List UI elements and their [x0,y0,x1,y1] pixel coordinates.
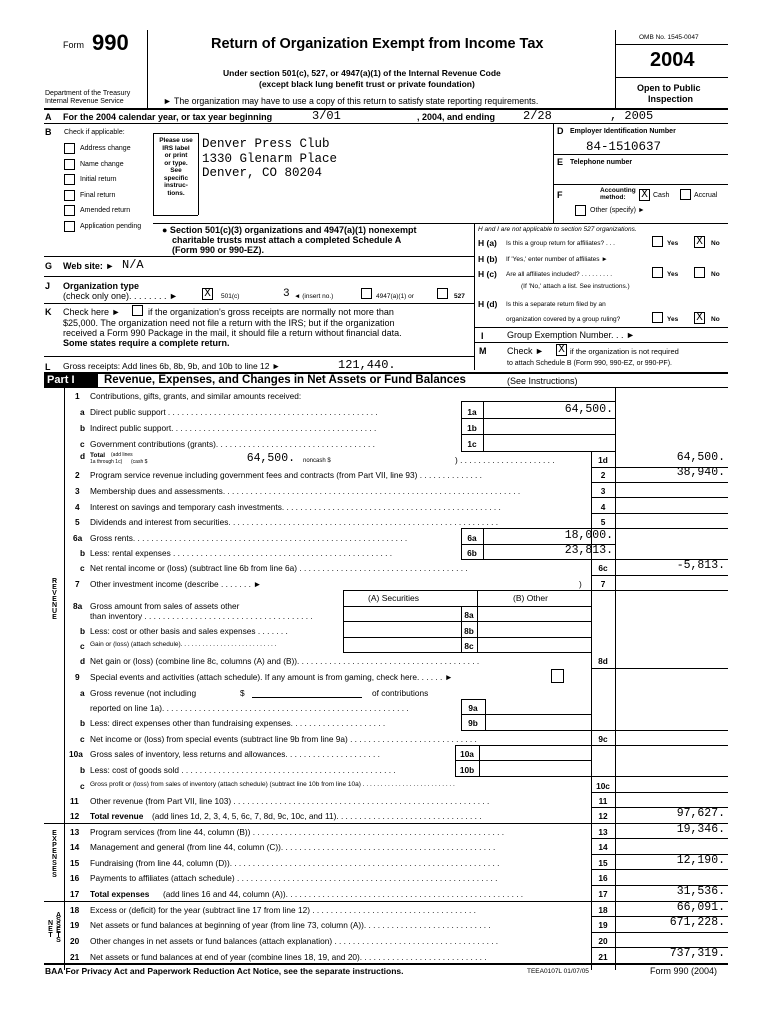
line-6b-value[interactable]: 23,813. [564,544,613,557]
org-type-501c-checkbox[interactable]: X [202,288,213,300]
line-18-text: Excess or (deficit) for the year (subtract line 17 from line 12) . . . . . . . . . . . . . . . . . . . . . . . . . . . . . . . . . . . . [90,905,476,915]
line-6b-box: 6b [467,548,477,558]
ein-title: Employer Identification Number [570,128,676,135]
l-label: L [45,362,51,372]
line-13-value[interactable]: 19,346. [676,823,725,836]
line-8c-box: 8c [464,641,474,651]
form-number: 990 [92,30,129,55]
h-note: H and I are not applicable to section 527 organizations. [478,226,637,233]
line-9c-letter: c [80,734,85,744]
application-pending-checkbox[interactable] [64,221,75,232]
org-type-4947-checkbox[interactable] [361,288,372,299]
line-2-value[interactable]: 38,940. [676,466,725,479]
line-1a-text: Direct public support . . . . . . . . . . . . . . . . . . . . . . . . . . . . . . . . . . . . . . . . . . . . . . [90,407,378,417]
line-7-number: 7 [75,579,80,589]
line-21-text: Net assets or fund balances at end of year (combine lines 18, 19, and 20). . . . . . . . . . . . . . . . . . . . . . . . . . . . [90,952,487,962]
ha-no-checkbox[interactable]: X [694,236,705,248]
line-9a-box: 9a [468,703,478,713]
form-subtitle-2: (except black lung benefit trust or private foundation) [259,79,475,89]
irs-name: Internal Revenue Service [45,98,124,105]
note-501-line-3: (Form 990 or 990-EZ). [172,245,265,255]
net-side-label: NET [47,920,54,938]
amended-return-checkbox[interactable] [64,205,75,216]
part-1-title: Revenue, Expenses, and Changes in Net Assets or Fund Balances [104,374,466,386]
line-1a-value[interactable]: 64,500. [564,403,613,416]
hb-question: If 'Yes,' enter number of affiliates ► [506,256,608,263]
line-8a-number: 8a [73,601,83,611]
line-10b-letter: b [80,765,86,775]
line-17-number: 17 [70,889,80,899]
line-15-number: 15 [70,858,80,868]
j-label: J [45,281,51,291]
line-10a-box: 10a [460,749,474,759]
line-7-close: ) [579,579,582,589]
line-1d-box: 1d [598,455,608,465]
line-2-text: Program service revenue including government fees and contracts (from Part VII, line 93) . . . . . . . . . . . . . . [90,470,482,480]
telephone-title: Telephone number [570,159,633,166]
assets-side-label: ASSETS [55,912,62,942]
line-2-number: 2 [75,470,80,480]
line-14-text: Management and general (from line 44, column (C)). . . . . . . . . . . . . . . . . . . . . . . . . . . . . . . . . . . . . . . . . . . . . . . [90,842,496,852]
hc-question: Are all affiliates included? . . . . . . . . . [506,271,613,278]
hd-yes-checkbox[interactable] [652,312,663,323]
line-15-value[interactable]: 12,190. [676,854,725,867]
line-6a-text: Gross rents. . . . . . . . . . . . . . . . . . . . . . . . . . . . . . . . . . . . . . . . . . . . . . . . . . . . . . . . . . . . [90,533,408,543]
k-checkbox[interactable] [132,305,143,316]
line-15-text: Fundraising (from line 44, column (D)). . . . . . . . . . . . . . . . . . . . . . . . . . . . . . . . . . . . . . . . . . . . . . . . . . . . . . . . . . . [90,858,500,868]
tax-year-begin[interactable]: 3/01 [312,109,341,123]
form-subtitle-1: Under section 501(c), 527, or 4947(a)(1) of the Internal Revenue Code [223,68,501,78]
line-1b-text: Indirect public support. . . . . . . . . . . . . . . . . . . . . . . . . . . . . . . . . . . . . . . . . . . . . [90,423,377,433]
k-text-1: Check here ► [63,307,121,317]
line-6c-letter: c [80,563,85,573]
line-7-text: Other investment income (describe . . . . . . . ► [90,579,262,589]
hc-no-checkbox[interactable] [694,267,705,278]
initial-return-checkbox[interactable] [64,174,75,185]
line-1c-text: Government contributions (grants). . . . . . . . . . . . . . . . . . . . . . . . . . . . . . . . . . . [90,439,375,449]
line-10b-text: Less: cost of goods sold . . . . . . . . . . . . . . . . . . . . . . . . . . . . . . . . . . . . . . . . . . . . . . . [90,765,396,775]
line-6b-letter: b [80,548,86,558]
line-1c-letter: c [80,439,85,449]
line-9-text: Special events and activities (attach schedule). If any amount is from gaming, check here. . . . . . ► [90,672,453,682]
line-3-text: Membership dues and assessments. . . . . . . . . . . . . . . . . . . . . . . . . . . . . . . . . . . . . . . . . . . . . . . . . . . . . . . . . . . . . . . . . [90,486,521,496]
hd-no-label: No [711,316,720,323]
accrual-method-checkbox[interactable] [680,189,691,200]
m-text-2: if the organization is not required [570,347,679,356]
line-14-box: 14 [598,842,608,852]
line-4-box: 4 [600,502,606,512]
org-name[interactable]: Denver Press Club [202,137,330,151]
col-b-header: (B) Other [513,593,548,603]
hd-no-checkbox[interactable]: X [694,312,705,324]
line-7-box: 7 [600,579,606,589]
line-1a-box: 1a [467,407,477,417]
line-13-box: 13 [598,827,608,837]
line-9a-contrib: of contributions [372,688,429,698]
part-1-label: Part I [47,374,75,386]
gross-receipts-value[interactable]: 121,440. [338,358,396,372]
i-label: I [481,331,484,341]
m-checkbox[interactable]: X [556,344,567,356]
line-1d-noncash-label: noncash $ [303,458,331,464]
line-10c-box: 10c [596,781,610,791]
line-1d-cash-value[interactable]: 64,500. [246,452,295,465]
note-501-line-2: charitable trusts must attach a completed Schedule A [172,235,402,245]
open-public-2: Inspection [648,94,694,104]
line-17-text-2: (add lines 16 and 44, column (A)). . . . . . . . . . . . . . . . . . . . . . . . . . . . . . . . . . . . . . . . . . . . . . . . . . . . [163,889,524,899]
line-8b-box: 8b [464,626,474,636]
line-6c-text: Net rental income or (loss) (subtract line 6b from line 6a) . . . . . . . . . . . . . . . . . . . . . . . . . . . . . . . . . . . . . [90,563,468,573]
line-9a-text-1: Gross revenue (not including [90,688,197,698]
expenses-side-label: EXPENSES [51,830,58,878]
application-pending-label: Application pending [80,223,142,230]
line-1b-letter: b [80,423,86,433]
line-19-text: Net assets or fund balances at beginning of year (from line 73, column (A)). . . . . . . . . . . . . . . . . . . . . . . . . . . . [90,920,491,930]
accounting-method-title-2: method: [600,194,626,201]
line-13-text: Program services (from line 44, column (B)) . . . . . . . . . . . . . . . . . . . . . . . . . . . . . . . . . . . . . . . . . . . . . . . . . . . . . . . [90,827,505,837]
line-1d-cash-label: (cash $ [131,459,148,465]
line-9-number: 9 [75,672,80,682]
line-a-label: A [45,112,52,122]
line-a-text: For the 2004 calendar year, or tax year beginning [63,112,273,122]
line-6a-number: 6a [73,533,83,543]
line-11-number: 11 [70,796,79,806]
website-label: Web site: ► [63,261,115,271]
revenue-side-label: REVENUE [51,578,58,620]
ein-value[interactable]: 84-1510637 [586,140,662,154]
org-type-sub: (check only one). . . . . . . . ► [63,291,178,301]
form-label: Form [63,40,84,50]
hc-yes-checkbox[interactable] [652,267,663,278]
org-type-501c-label: 501(c) [221,293,240,300]
line-9a-letter: a [80,688,85,698]
omb-number: OMB No. 1545-0047 [639,34,699,41]
hc-label: H (c) [478,269,497,279]
line-17-text: Total expenses [90,889,150,899]
line-6a-box: 6a [467,533,477,543]
note-501-line-1: ● Section 501(c)(3) organizations and 4947(a)(1) nonexempt [162,225,417,235]
line-9c-box: 9c [598,734,608,744]
line-12-value[interactable]: 97,627. [676,807,725,820]
line-12-text-2: (add lines 1d, 2, 3, 4, 5, 6c, 7, 8d, 9c, 10c, and 11). . . . . . . . . . . . . . . . . . . . . . . . . . . . . . . . [152,811,482,821]
cash-method-checkbox[interactable]: X [639,189,650,201]
line-3-box: 3 [600,486,606,496]
line-20-text: Other changes in net assets or fund balances (attach explanation) . . . . . . . . . . . . . . . . . . . . . . . . . . . . . . . . . . . . [90,936,499,946]
gaming-checkbox[interactable] [551,669,564,683]
ha-yes-checkbox[interactable] [652,236,663,247]
hd-label: H (d) [478,299,498,309]
line-5-box: 5 [600,517,606,527]
line-1d-letter: d [80,451,86,461]
footer-baa: BAA For Privacy Act and Paperwork Reduction Act Notice, see the separate instructions. [45,966,404,976]
col-a-header: (A) Securities [368,593,420,603]
hc-no-label: No [711,271,720,278]
line-8c-letter: c [80,641,85,651]
open-public-1: Open to Public [637,83,701,93]
other-method-label: Other (specify) ► [590,207,645,214]
ha-no-label: No [711,240,720,247]
m-text-1: Check ► [507,346,544,356]
line-8d-letter: d [80,656,86,666]
line-8b-text: Less: cost or other basis and sales expenses . . . . . . . [90,626,288,636]
line-1a-letter: a [80,407,85,417]
line-10a-text: Gross sales of inventory, less returns and allowances. . . . . . . . . . . . . . . . . . . . . [90,749,380,759]
line-19-value[interactable]: 671,228. [669,916,725,929]
line-19-number: 19 [70,920,80,930]
line-10c-letter: c [80,781,85,791]
k-text-5: Some states require a complete return. [63,338,230,348]
line-13-number: 13 [70,827,80,837]
initial-return-label: Initial return [80,176,117,183]
line-9b-box: 9b [468,718,478,728]
k-text-3: $25,000. The organization need not file a return with the IRS; but if the organization [63,318,395,328]
line-1-text: Contributions, gifts, grants, and similar amounts received: [90,391,302,401]
footer-form: Form 990 (2004) [650,966,718,976]
line-12-box: 12 [598,811,608,821]
line-11-text: Other revenue (from Part VII, line 103) . . . . . . . . . . . . . . . . . . . . . . . . . . . . . . . . . . . . . . . . . . . . . . . . . . . . . . . . [90,796,490,806]
line-21-value[interactable]: 737,319. [669,947,725,960]
part-1-see: (See Instructions) [507,376,578,386]
org-type-527-checkbox[interactable] [437,288,448,299]
line-10b-box: 10b [459,765,475,775]
line-1c-box: 1c [467,439,477,449]
org-type-4947-label: 4947(a)(1) or [376,293,414,300]
line-10c-text: Gross profit or (loss) from sales of inventory (attach schedule) (subtract line 10b from line 10a) . . . . . . . . . . . . . . . . . . . . . . . . . . [90,781,455,788]
website-value[interactable]: N/A [122,258,144,272]
line-8b-letter: b [80,626,86,636]
line-6c-box: 6c [598,563,608,573]
hb-label: H (b) [478,254,498,264]
line-1d-value[interactable]: 64,500. [676,451,725,464]
section-b-heading: Check if applicable: [64,129,125,136]
line-8a-text-1: Gross amount from sales of assets other [90,601,240,611]
org-type-insert-value[interactable]: 3 [283,288,290,300]
address-change-checkbox[interactable] [64,143,75,154]
line-21-number: 21 [70,952,80,962]
section-b-label: B [45,127,52,137]
line-5-number: 5 [75,517,80,527]
line-2-box: 2 [600,470,606,480]
line-4-text: Interest on savings and temporary cash investments. . . . . . . . . . . . . . . . . . . . . . . . . . . . . . . . . . . . . . . . . . . . . . . . [90,502,501,512]
state-notice: ► The organization may have to use a copy of this return to satisfy state reporting requirements. [163,96,539,106]
line-3-number: 3 [75,486,80,496]
ha-question: Is this a group return for affiliates? . . . [506,240,615,247]
line-4-number: 4 [75,502,80,512]
line-20-number: 20 [70,936,80,946]
name-change-label: Name change [80,161,124,168]
tax-year-end[interactable]: 2/28 [523,109,552,123]
org-street[interactable]: 1330 Glenarm Place [202,152,338,166]
tax-year: 2004 [650,49,695,71]
org-type-title: Organization type [63,281,140,291]
line-10a-number: 10a [69,749,83,759]
section-f-label: F [557,190,563,200]
final-return-label: Final return [80,192,116,199]
line-5-text: Dividends and interest from securities. . . . . . . . . . . . . . . . . . . . . . . . . . . . . . . . . . . . . . . . . . . . . . . . . . . . . . . . . . . [90,517,499,527]
footer-code: TEEA0107L 01/07/05 [527,968,589,975]
hd-question-2: organization covered by a group ruling? [506,316,621,323]
accrual-label: Accrual [694,192,718,199]
line-12-number: 12 [70,811,80,821]
line-1d-close: ) . . . . . . . . . . . . . . . . . . . . . [455,455,555,465]
line-19-box: 19 [598,920,608,930]
line-18-value[interactable]: 66,091. [676,901,725,914]
k-text-2: if the organization's gross receipts are normally not more than [148,307,394,317]
hd-yes-label: Yes [667,316,679,323]
hd-question-1: Is this a separate return filed by an [506,301,606,308]
line-20-box: 20 [598,936,608,946]
line-17-box: 17 [598,889,608,899]
line-9b-text: Less: direct expenses other than fundraising expenses. . . . . . . . . . . . . . . . . . . . . [90,718,386,728]
line-9b-letter: b [80,718,86,728]
m-text-3: to attach Schedule B (Form 990, 990-EZ, or 990-PF). [507,360,672,367]
line-8a-text-2: than inventory . . . . . . . . . . . . . . . . . . . . . . . . . . . . . . . . . . . . . [90,611,313,621]
line-18-box: 18 [598,905,608,915]
line-14-number: 14 [70,842,80,852]
line-9c-text: Net income or (loss) from special events (subtract line 9b from line 9a) . . . . . . . . . . . . . . . . . . . . . . . . . . . . [90,734,477,744]
k-text-4: received a Form 990 Package in the mail, it should file a return without financial data. [63,328,402,338]
ha-yes-label: Yes [667,240,679,247]
name-change-checkbox[interactable] [64,159,75,170]
org-city[interactable]: Denver, CO 80204 [202,166,323,180]
line-1d-through: 1a through 1c) [90,459,123,465]
org-type-insert-label: ◄ (insert no.) [294,293,334,300]
cash-label: Cash [653,192,670,199]
line-8a-box: 8a [464,610,474,620]
line-16-box: 16 [598,873,608,883]
line-21-box: 21 [598,952,608,962]
hc-note: (If 'No,' attach a list. See instructions.) [521,283,630,290]
group-exemption-label: Group Exemption Number. . . ► [507,330,635,340]
line-1d-add: (add lines [111,452,133,458]
line-9a-text-2: reported on line 1a). . . . . . . . . . . . . . . . . . . . . . . . . . . . . . . . . . . . . . . . . . . . . . . . . . . . . . [90,703,409,713]
line-17-value[interactable]: 31,536. [676,885,725,898]
other-method-checkbox[interactable] [575,205,586,216]
irs-label-instructions: Please use IRS label or print or type. See specific instruc- tions. [159,137,193,197]
line-16-text: Payments to affiliates (attach schedule) . . . . . . . . . . . . . . . . . . . . . . . . . . . . . . . . . . . . . . . . . . . . . . . . . . . . . . . . . [90,873,498,883]
department-name: Department of the Treasury [45,90,131,97]
section-e-label: E [557,157,564,167]
line-1b-box: 1b [467,423,477,433]
m-label: M [479,346,487,356]
line-11-box: 11 [598,796,608,806]
line-8c-text: Gain or (loss) (attach schedule). . . . . . . . . . . . . . . . . . . . . . . . . . . [90,641,277,648]
section-d-label: D [557,126,564,136]
gross-receipts-label: Gross receipts: Add lines 6b, 8b, 9b, and 10b to line 12 ► [63,361,281,371]
org-type-527-label: 527 [454,293,465,300]
line-8d-text: Net gain or (loss) (combine line 8c, columns (A) and (B)). . . . . . . . . . . . . . . . . . . . . . . . . . . . . . . . . . . . . . . . [90,656,480,666]
line-8d-box: 8d [598,656,608,666]
g-label: G [45,261,53,271]
line-12-text: Total revenue [90,811,144,821]
line-16-number: 16 [70,873,80,883]
amended-return-label: Amended return [80,207,131,214]
tax-year-end-year[interactable]: , 2005 [610,109,654,123]
line-1d-total: Total [90,452,106,459]
line-6a-value[interactable]: 18,000. [564,529,613,542]
address-change-label: Address change [80,145,131,152]
line-18-number: 18 [70,905,80,915]
line-6c-value[interactable]: -5,813. [676,559,725,572]
line-1-number: 1 [75,391,80,401]
ha-label: H (a) [478,238,497,248]
k-label: K [45,307,52,317]
accounting-method-title-1: Accounting [600,187,636,194]
form-title: Return of Organization Exempt from Income Tax [211,36,544,52]
line-6b-text: Less: rental expenses . . . . . . . . . . . . . . . . . . . . . . . . . . . . . . . . . . . . . . . . . . . . . . . . [90,548,393,558]
line-15-box: 15 [598,858,608,868]
hc-yes-label: Yes [667,271,679,278]
line-a-mid: , 2004, and ending [417,112,496,122]
line-9a-dollar: $ [240,688,245,698]
final-return-checkbox[interactable] [64,190,75,201]
